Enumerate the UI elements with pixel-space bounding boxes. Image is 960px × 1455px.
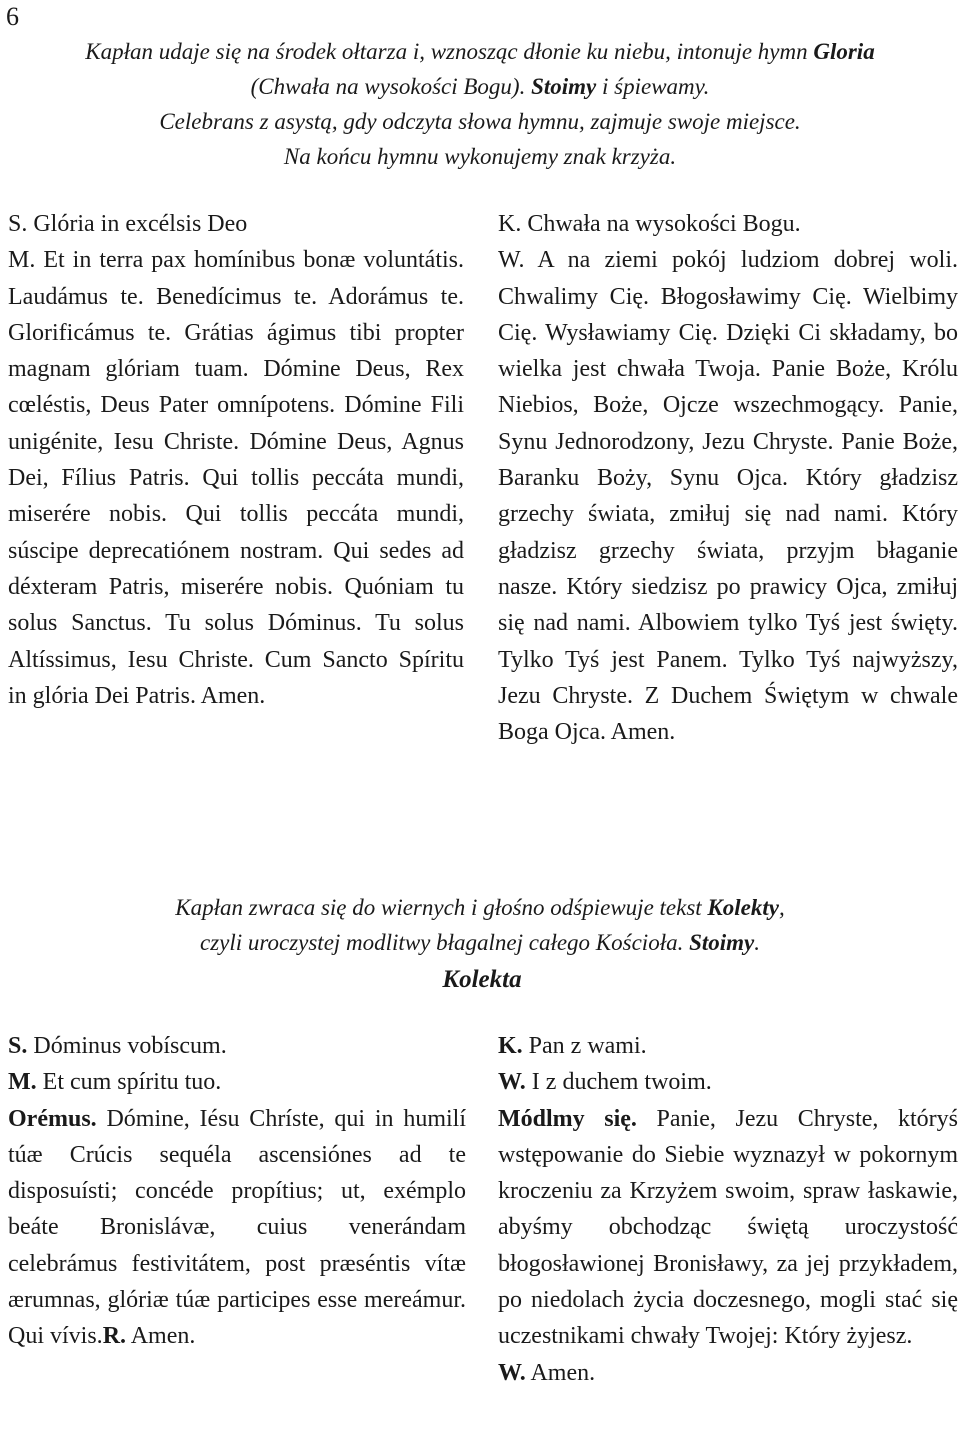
speaker-label: R. xyxy=(102,1323,127,1350)
speaker-label: W. xyxy=(498,1359,526,1386)
rubric-text: . xyxy=(754,930,761,955)
speaker-label: Módlmy się. xyxy=(498,1105,637,1132)
rubric-text: Kapłan udaje się na środek ołtarza i, wznosząc dłonie ku niebu, intonuje hymn xyxy=(85,39,814,64)
rubric-text: i śpiewamy. xyxy=(596,74,710,99)
section-heading-kolekta: Kolekta xyxy=(442,966,522,993)
line-text: Pan z wami. xyxy=(522,1033,647,1059)
rubric-line xyxy=(0,925,960,960)
rubric-line xyxy=(0,34,960,69)
kolekta-polish-column xyxy=(498,1028,958,1391)
rubric-text: , xyxy=(778,895,785,920)
rubric-bold: Gloria xyxy=(813,39,875,64)
kolekta-latin-line xyxy=(8,1064,466,1100)
speaker-label: S. xyxy=(8,1033,28,1059)
rubric-text: (Chwała na wysokości Bogu). xyxy=(250,74,532,99)
kolekta-latin-line xyxy=(8,1028,466,1064)
line-text: I z duchem twoim. xyxy=(525,1069,712,1096)
gloria-polish-column xyxy=(498,206,958,750)
rubric-gloria-instructions xyxy=(0,34,960,174)
line-text: Panie, Jezu Chryste, któryś wstępowanie do Siebie wyznazył w pokornym kroczeniu za Krzyżem swoim, spraw łaskawie, abyśmy obchodząc świętą uroczystość błogosławionej Bronisławy, za jej przykładem, po niedolach życia doczesnego, mogli stać się uczestnikami chwały Twojej: Który żyjesz. xyxy=(498,1105,958,1350)
speaker-label: K. xyxy=(498,1033,523,1059)
rubric-text: Kapłan zwraca się do wiernych i głośno odśpiewuje tekst xyxy=(175,895,708,920)
rubric-bold: Stoimy xyxy=(531,74,597,99)
kolekta-latin-prayer xyxy=(8,1101,466,1355)
rubric-line xyxy=(0,890,960,925)
speaker-label: M. xyxy=(8,1069,37,1096)
line-text: Amen. xyxy=(525,1359,596,1386)
gloria-latin-paragraph: M. Et in terra pax homínibus bonæ voluntátis. Laudámus te. Benedícimus te. Adorámus te. Glorificámus te. Grátias ágimus tibi propter magnam glóriam tuam. Dómine Deus, Rex cœléstis, Deus Pater omnípotens. Dómine Fili unigénite, Iesu Christe. Dómine Deus, Agnus Dei, Fílius Patris. Qui tollis peccáta mundi, miserére nobis. Qui tollis peccáta mundi, súscipe deprecatiónem nostram. Qui sedes ad déxteram Patris, miserére nobis. Quóniam tu solus Sanctus. Tu solus Dóminus. Tu solus Altíssimus, Iesu Christe. Cum Sancto Spíritu in glória Dei Patris. Amen. xyxy=(8,247,464,709)
line-text: Dóminus vobíscum. xyxy=(27,1033,227,1059)
kolekta-polish-line xyxy=(498,1355,958,1391)
rubric-kolekta-instructions xyxy=(0,890,960,960)
rubric-text: czyli uroczystej modlitwy błagalnej całego Kościoła. xyxy=(199,930,690,955)
line-text: Dómine, Iésu Chríste, qui in humilí túæ Crúcis sequéla ascensiónes ad te disposuísti; concéde propítius; ut, exémplo beáte Bronislávæ, cuius venerándam celebrámus festivitátem, post præséntis vítæ ærumnas, glóriæ túæ participes esse mereámur. Qui vívis. xyxy=(8,1105,466,1350)
kolekta-polish-prayer xyxy=(498,1101,958,1355)
rubric-line: Celebrans z asystą, gdy odczyta słowa hymnu, zajmuje swoje miejsce. xyxy=(159,109,801,134)
rubric-bold: Stoimy xyxy=(689,930,755,955)
page-number: 6 xyxy=(6,2,19,31)
gloria-polish-paragraph: W. A na ziemi pokój ludziom dobrej woli. Chwalimy Cię. Błogosławimy Cię. Wielbimy Cię. Wysławiamy Cię. Dzięki Ci składamy, bo wielka jest chwała Twoja. Panie Boże, Królu Niebios, Boże, Ojcze wszechmogący. Panie, Synu Jednorodzony, Jezu Chryste. Panie Boże, Baranku Boży, Synu Ojca. Który gładzisz grzechy świata, zmiłuj się nad nami. Który gładzisz grzechy świata, przyjm błaganie nasze. Który siedzisz po prawicy Ojca, zmiłuj się nad nami. Albowiem tylko Tyś jest święty. Tylko Tyś jest Panem. Tylko Tyś najwyższy, Jezu Chryste. Z Duchem Świętym w chwale Boga Ojca. Amen. xyxy=(498,247,958,746)
kolekta-latin-column xyxy=(8,1028,466,1355)
gloria-latin-column xyxy=(8,206,464,714)
gloria-latin-line: S. Glória in excélsis Deo xyxy=(8,211,248,237)
rubric-line xyxy=(0,69,960,104)
speaker-label: Orémus. xyxy=(8,1105,97,1132)
gloria-polish-line: K. Chwała na wysokości Bogu. xyxy=(498,211,801,237)
kolekta-polish-line xyxy=(498,1028,958,1064)
rubric-line: Na końcu hymnu wykonujemy znak krzyża. xyxy=(283,144,677,169)
speaker-label: W. xyxy=(498,1069,526,1096)
rubric-bold: Kolekty xyxy=(707,895,779,920)
kolekta-polish-line xyxy=(498,1064,958,1100)
line-text: Et cum spíritu tuo. xyxy=(36,1069,222,1096)
line-text: Amen. xyxy=(126,1323,196,1350)
